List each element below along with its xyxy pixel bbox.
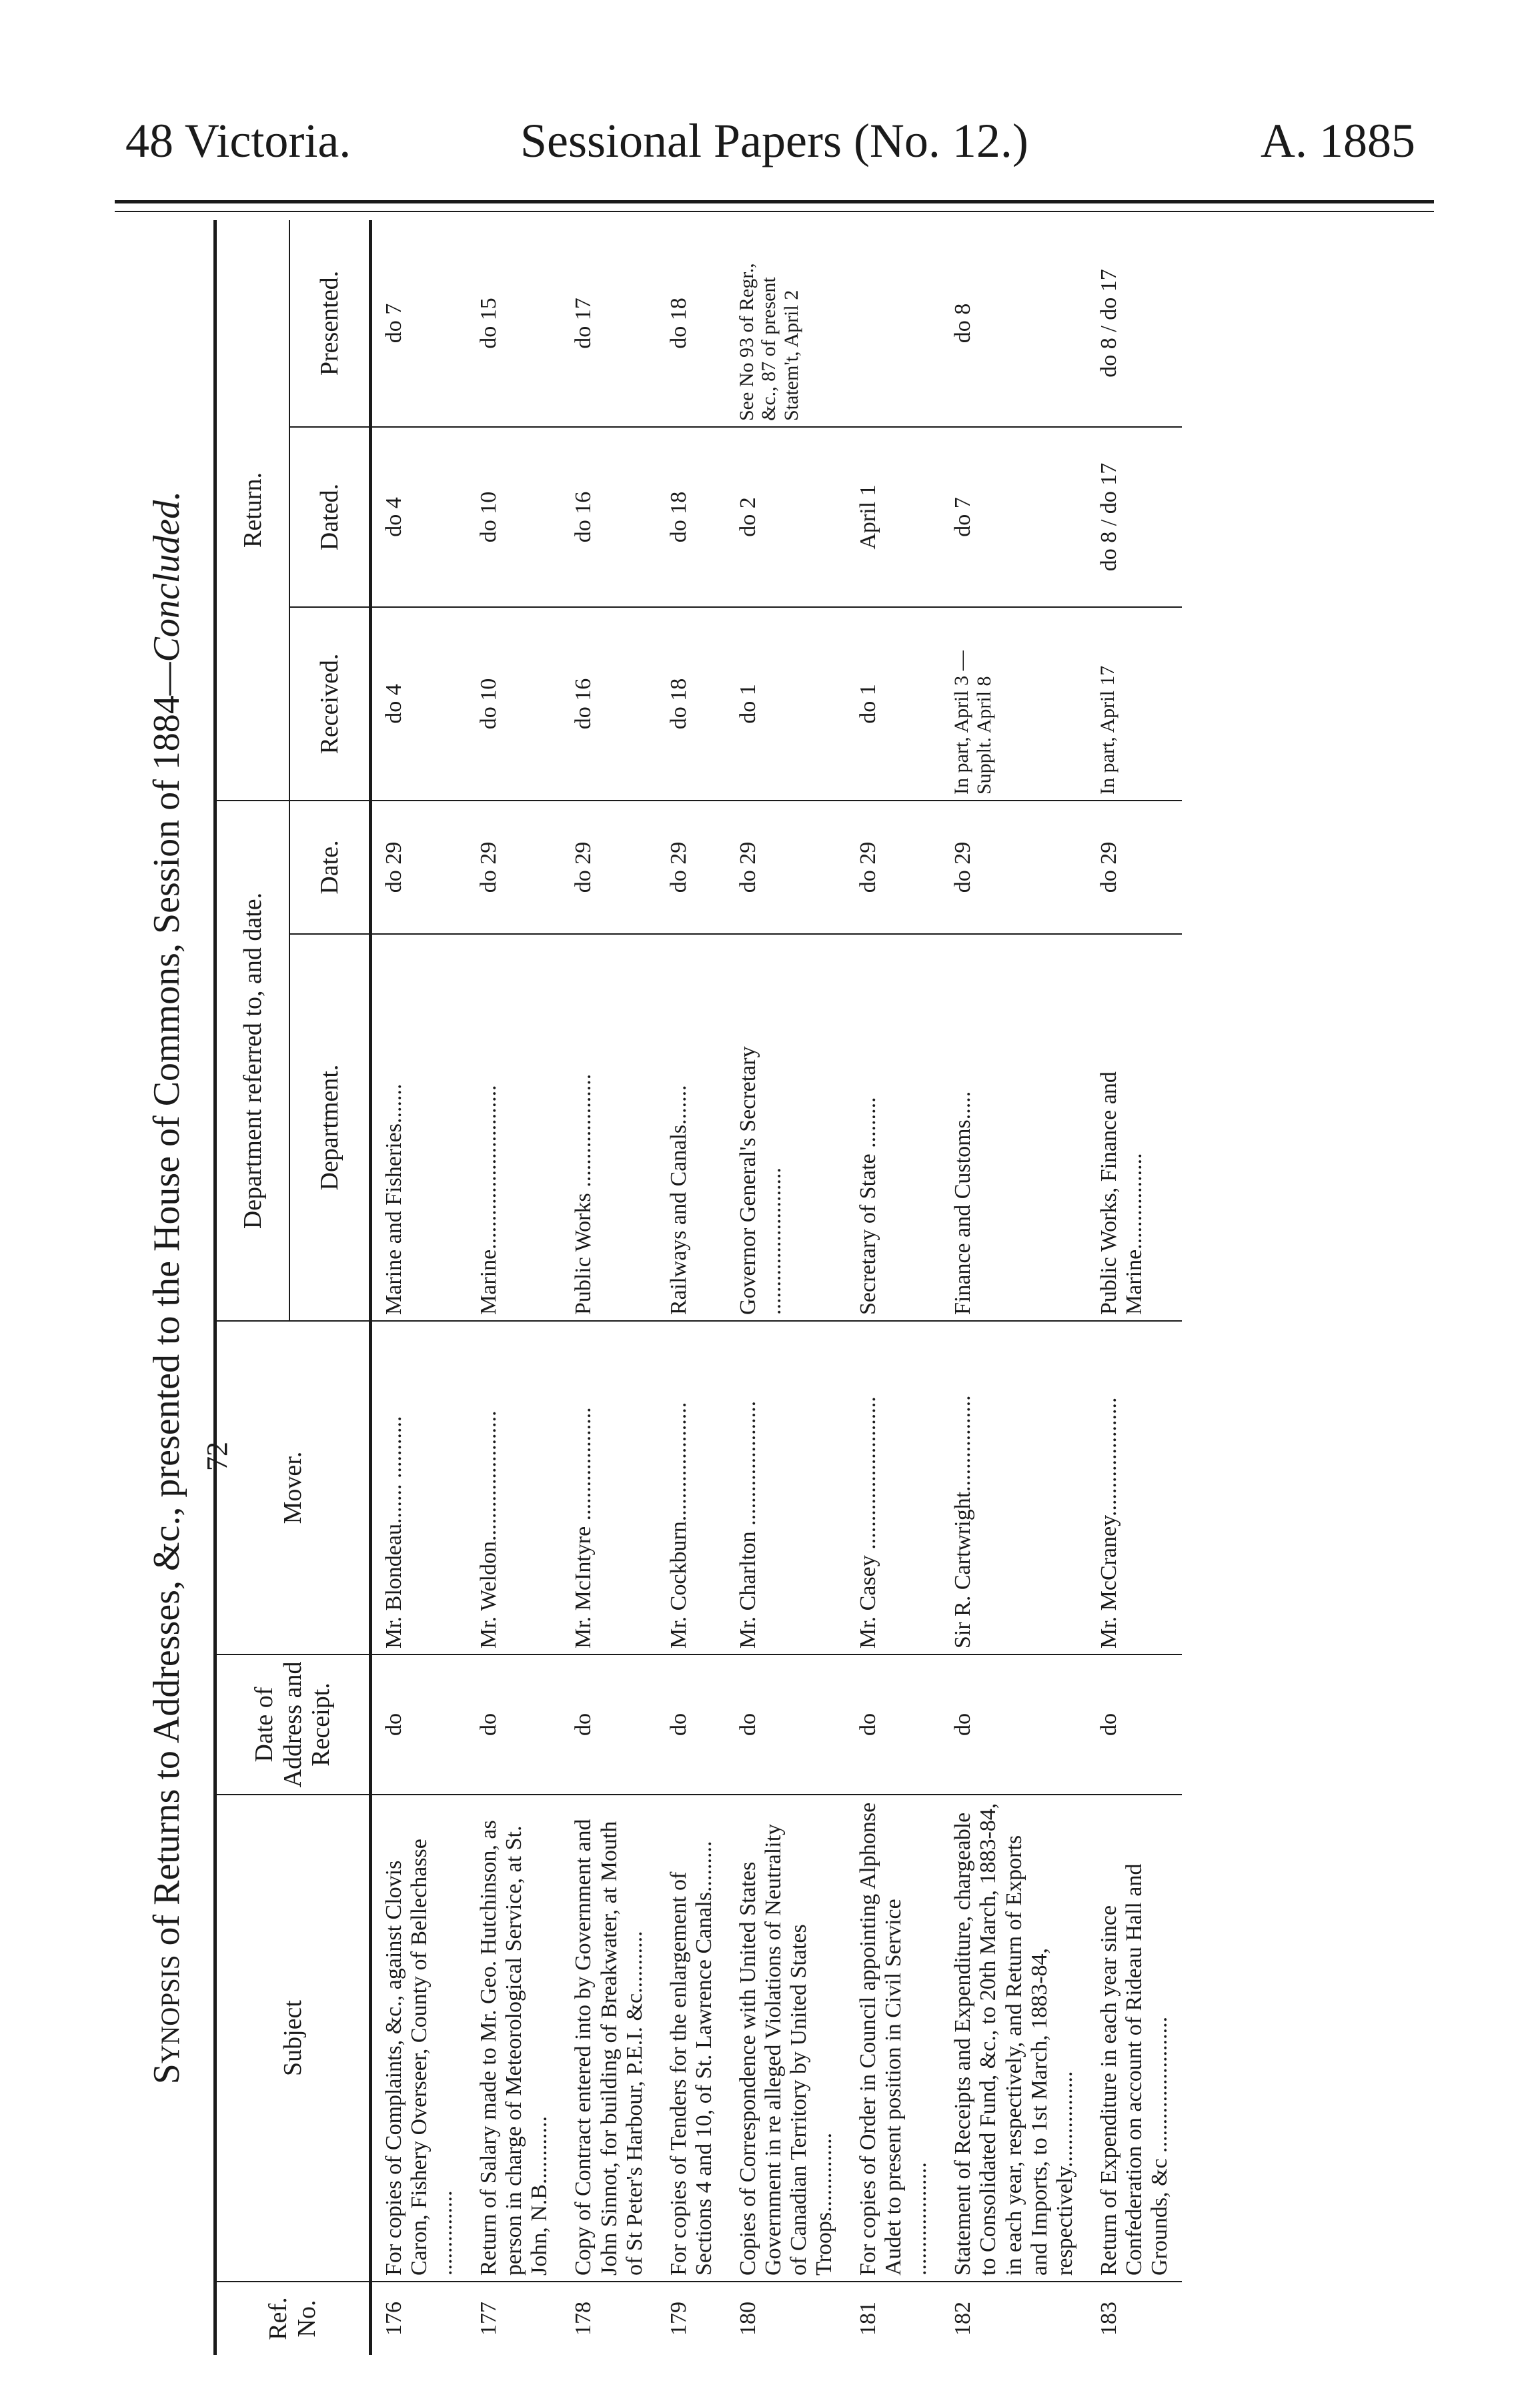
date-address-cell: do bbox=[941, 1654, 1086, 1795]
ref-cell: 179 bbox=[666, 2302, 691, 2336]
ref-cell: 181 bbox=[856, 2302, 881, 2336]
header-rule-thick bbox=[115, 200, 1434, 203]
received-cell: do 1 bbox=[726, 607, 846, 801]
date-cell: do 29 bbox=[467, 801, 562, 934]
dated-cell: do 2 bbox=[726, 427, 846, 607]
col-return-group: Return. bbox=[215, 220, 290, 801]
department-cell: Marine............................. bbox=[467, 934, 562, 1321]
subject-cell: Copy of Contract entered into by Government and John Sinnot, for building of Breakwater, at Mouth of St Peter's Harbour, P.E.I. &c........... bbox=[562, 1795, 656, 2282]
table-row bbox=[562, 220, 656, 2355]
presented-cell: do 15 bbox=[467, 220, 562, 427]
received-cell: do 4 bbox=[371, 607, 468, 801]
received-cell: do 1 bbox=[846, 607, 941, 801]
dated-cell: do 18 bbox=[657, 427, 726, 607]
subject-cell: For copies of Complaints, &c., against Clovis Caron, Fishery Overseer, County of Bellechasse ............... bbox=[371, 1795, 468, 2282]
mover-cell: Mr. Cockburn..................... bbox=[657, 1321, 726, 1654]
dated-cell: do 7 bbox=[941, 427, 1086, 607]
date-address-cell: do bbox=[562, 1654, 656, 1795]
dated-cell: do 4 bbox=[371, 427, 468, 607]
received-cell: do 10 bbox=[467, 607, 562, 801]
mover-cell: Mr. McIntyre .................... bbox=[562, 1321, 656, 1654]
department-cell: Secretary of State ......... bbox=[846, 934, 941, 1321]
mover-cell: Mr. McCraney..................... bbox=[1087, 1321, 1182, 1654]
presented-cell: do 8 bbox=[941, 220, 1086, 427]
presented-cell bbox=[846, 220, 941, 427]
col-received: Received. bbox=[289, 607, 371, 801]
date-address-cell: do bbox=[846, 1654, 941, 1795]
table-title-lead: Synopsis bbox=[146, 1955, 187, 2085]
department-cell: Marine and Fisheries....... bbox=[371, 934, 468, 1321]
department-cell: Railways and Canals....... bbox=[657, 934, 726, 1321]
table-row bbox=[371, 220, 468, 2355]
ref-cell: 178 bbox=[571, 2302, 596, 2336]
subject-cell: For copies of Tenders for the enlargement of Sections 4 and 10, of St. Lawrence Canals......... bbox=[657, 1795, 726, 2282]
table-row bbox=[726, 220, 846, 2355]
date-address-cell: do bbox=[1087, 1654, 1182, 1795]
subject-cell: For copies of Order in Council appointing Alphonse Audet to present position in Civil Service .................... bbox=[846, 1795, 941, 2282]
col-date: Date. bbox=[289, 801, 371, 934]
received-cell: In part, April 17 bbox=[1087, 607, 1182, 801]
table-title bbox=[123, 220, 210, 2355]
mover-cell: Mr. Casey ........................... bbox=[846, 1321, 941, 1654]
rotated-table-block bbox=[123, 220, 1371, 2355]
dated-cell: do 16 bbox=[562, 427, 656, 607]
department-cell: Finance and Customs..... bbox=[941, 934, 1086, 1321]
received-cell: do 16 bbox=[562, 607, 656, 801]
date-address-cell: do bbox=[371, 1654, 468, 1795]
table-row bbox=[1087, 220, 1182, 2355]
ref-cell: 183 bbox=[1096, 2302, 1121, 2336]
margin-page-number: 72 bbox=[201, 1442, 233, 1471]
col-date-address: Date of Address and Receipt. bbox=[215, 1654, 371, 1795]
header-year: A. 1885 bbox=[1261, 114, 1415, 167]
subject-cell: Copies of Correspondence with United States Government in re alleged Violations of Neutrality of Canadian Territory by United States Troops.............. bbox=[726, 1795, 846, 2282]
header-title: Sessional Papers (No. 12.) bbox=[520, 114, 1028, 167]
ref-cell: 176 bbox=[381, 2302, 406, 2336]
header-volume: 48 Victoria. bbox=[125, 114, 351, 167]
table-title-suffix: —Concluded. bbox=[146, 490, 187, 696]
date-cell: do 29 bbox=[371, 801, 468, 934]
dated-cell: April 1 bbox=[846, 427, 941, 607]
ref-cell: 177 bbox=[476, 2302, 502, 2336]
table-row bbox=[657, 220, 726, 2355]
mover-cell: Mr. Weldon....................... bbox=[467, 1321, 562, 1654]
date-cell: do 29 bbox=[941, 801, 1086, 934]
department-cell: Public Works, Finance and Marine................. bbox=[1087, 934, 1182, 1321]
mover-cell: Mr. Charlton ...................... bbox=[726, 1321, 846, 1654]
presented-cell: See No 93 of Regr., &c., 87 of present Statem't, April 2 bbox=[726, 220, 846, 427]
presented-cell: do 18 bbox=[657, 220, 726, 427]
header-rule-thin bbox=[115, 211, 1434, 212]
received-cell: do 18 bbox=[657, 607, 726, 801]
col-mover: Mover. bbox=[215, 1321, 371, 1654]
table-title-main: of Returns to Addresses, &c., presented to the House of Commons, Session of 1884 bbox=[146, 695, 187, 1955]
mover-cell: Mr. Blondeau....... ........... bbox=[371, 1321, 468, 1654]
col-presented: Presented. bbox=[289, 220, 371, 427]
received-cell: In part, April 3 — Supplt. April 8 bbox=[941, 607, 1086, 801]
col-subject: Subject bbox=[215, 1795, 371, 2282]
date-address-cell: do bbox=[467, 1654, 562, 1795]
returns-table bbox=[213, 220, 1182, 2355]
presented-cell: do 8 / do 17 bbox=[1087, 220, 1182, 427]
date-cell: do 29 bbox=[1087, 801, 1182, 934]
table-row bbox=[467, 220, 562, 2355]
subject-cell: Return of Expenditure in each year since Confederation on account of Rideau Hall and Grounds, &c ........................ bbox=[1087, 1795, 1182, 2282]
mover-cell: Sir R. Cartwright................. bbox=[941, 1321, 1086, 1654]
subject-cell: Statement of Receipts and Expenditure, chargeable to Consolidated Fund, &c., to 20th March, 1883-84, in each year, respectively, and Return of Exports and Imports, to 1st March, 1883-84, respectively................. bbox=[941, 1795, 1086, 2282]
ref-cell: 180 bbox=[735, 2302, 760, 2336]
col-dept-group: Department referred to, and date. bbox=[215, 801, 290, 1321]
dated-cell: do 10 bbox=[467, 427, 562, 607]
col-ref: Ref. No. bbox=[264, 2297, 321, 2340]
department-cell: Governor General's Secretary .......................... bbox=[726, 934, 846, 1321]
date-cell: do 29 bbox=[846, 801, 941, 934]
presented-cell: do 17 bbox=[562, 220, 656, 427]
date-address-cell: do bbox=[657, 1654, 726, 1795]
department-cell: Public Works .................... bbox=[562, 934, 656, 1321]
running-header bbox=[0, 113, 1540, 173]
table-row bbox=[941, 220, 1086, 2355]
col-dated: Dated. bbox=[289, 427, 371, 607]
date-address-cell: do bbox=[726, 1654, 846, 1795]
table-row bbox=[846, 220, 941, 2355]
date-cell: do 29 bbox=[657, 801, 726, 934]
col-department: Department. bbox=[289, 934, 371, 1321]
presented-cell: do 7 bbox=[371, 220, 468, 427]
subject-cell: Return of Salary made to Mr. Geo. Hutchinson, as person in charge of Meteorological Service, at St. John, N.B............ bbox=[467, 1795, 562, 2282]
date-cell: do 29 bbox=[562, 801, 656, 934]
dated-cell: do 8 / do 17 bbox=[1087, 427, 1182, 607]
date-cell: do 29 bbox=[726, 801, 846, 934]
ref-cell: 182 bbox=[950, 2302, 976, 2336]
